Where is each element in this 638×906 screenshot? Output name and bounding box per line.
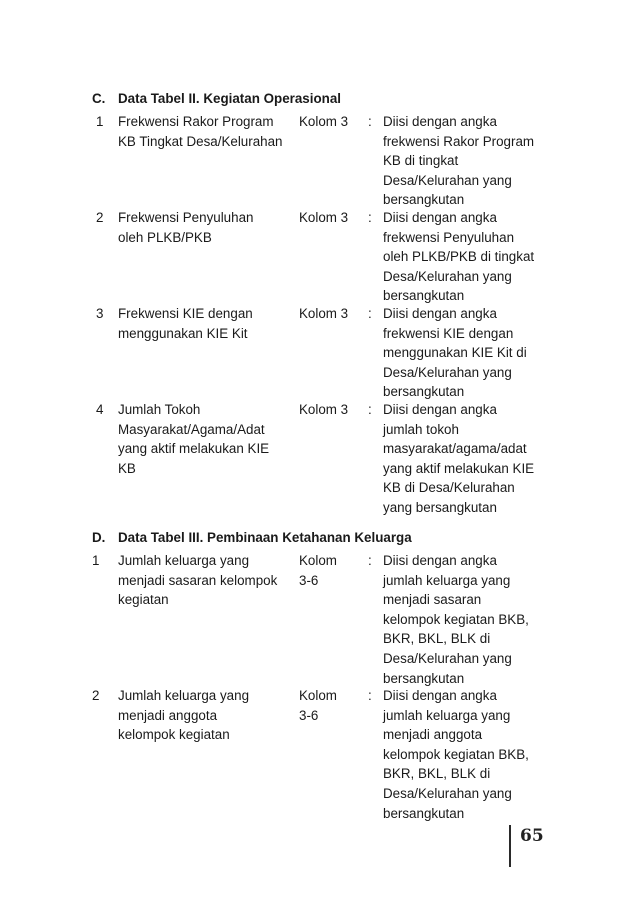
row-kolom: Kolom 3 bbox=[299, 210, 349, 225]
row-item: Frekwensi Penyuluhan oleh PLKB/PKB bbox=[118, 210, 254, 245]
row-description: Diisi dengan angka frekwensi Rakor Program KB di tingkat Desa/Kelurahan yang bersangkutan bbox=[383, 114, 535, 208]
row-colon: : bbox=[368, 688, 372, 703]
row-colon: : bbox=[368, 114, 372, 129]
row-item: Jumlah Tokoh Masyarakat/Agama/Adat yang aktif melakukan KIE KB bbox=[118, 402, 270, 476]
section-c-letter: C. bbox=[92, 91, 106, 106]
row-kolom: Kolom 3 bbox=[299, 114, 349, 129]
section-d-title: Data Tabel III. Pembinaan Ketahanan Keluarga bbox=[118, 530, 412, 545]
section-c-title: Data Tabel II. Kegiatan Operasional bbox=[118, 91, 341, 106]
row-kolom: Kolom 3-6 bbox=[299, 553, 337, 588]
row-item: Jumlah keluarga yang menjadi sasaran kelompok kegiatan bbox=[118, 553, 278, 608]
row-description: Diisi dengan angka jumlah keluarga yang menjadi sasaran kelompok kegiatan BKB, BKR, BKL, BLK di Desa/Kelurahan yang bersangkutan bbox=[383, 553, 529, 686]
row-colon: : bbox=[368, 402, 372, 417]
row-number: 3 bbox=[96, 306, 104, 321]
row-item: Frekwensi KIE dengan menggunakan KIE Kit bbox=[118, 306, 253, 341]
row-description: Diisi dengan angka jumlah tokoh masyarakat/agama/adat yang aktif melakukan KIE KB di Desa/Kelurahan yang bersangkutan bbox=[383, 402, 535, 515]
row-number: 2 bbox=[96, 210, 104, 225]
row-kolom: Kolom 3-6 bbox=[299, 688, 337, 723]
row-item: Jumlah keluarga yang menjadi anggota kelompok kegiatan bbox=[118, 688, 250, 743]
row-kolom: Kolom 3 bbox=[299, 306, 349, 321]
row-item: Frekwensi Rakor Program KB Tingkat Desa/Kelurahan bbox=[118, 114, 283, 149]
row-number: 1 bbox=[92, 553, 100, 568]
row-number: 1 bbox=[96, 114, 104, 129]
row-kolom: Kolom 3 bbox=[299, 402, 349, 417]
page-number-rule bbox=[509, 825, 511, 867]
section-d-letter: D. bbox=[92, 530, 106, 545]
row-description: Diisi dengan angka frekwensi KIE dengan menggunakan KIE Kit di Desa/Kelurahan yang bersangkutan bbox=[383, 306, 527, 400]
row-colon: : bbox=[368, 306, 372, 321]
row-number: 2 bbox=[92, 688, 100, 703]
row-number: 4 bbox=[96, 402, 104, 417]
row-description: Diisi dengan angka jumlah keluarga yang menjadi anggota kelompok kegiatan BKB, BKR, BKL, BLK di Desa/Kelurahan yang bersangkutan bbox=[383, 688, 529, 821]
row-description: Diisi dengan angka frekwensi Penyuluhan oleh PLKB/PKB di tingkat Desa/Kelurahan yang bersangkutan bbox=[383, 210, 535, 304]
page-number: 65 bbox=[520, 826, 544, 846]
row-colon: : bbox=[368, 210, 372, 225]
row-colon: : bbox=[368, 553, 372, 568]
